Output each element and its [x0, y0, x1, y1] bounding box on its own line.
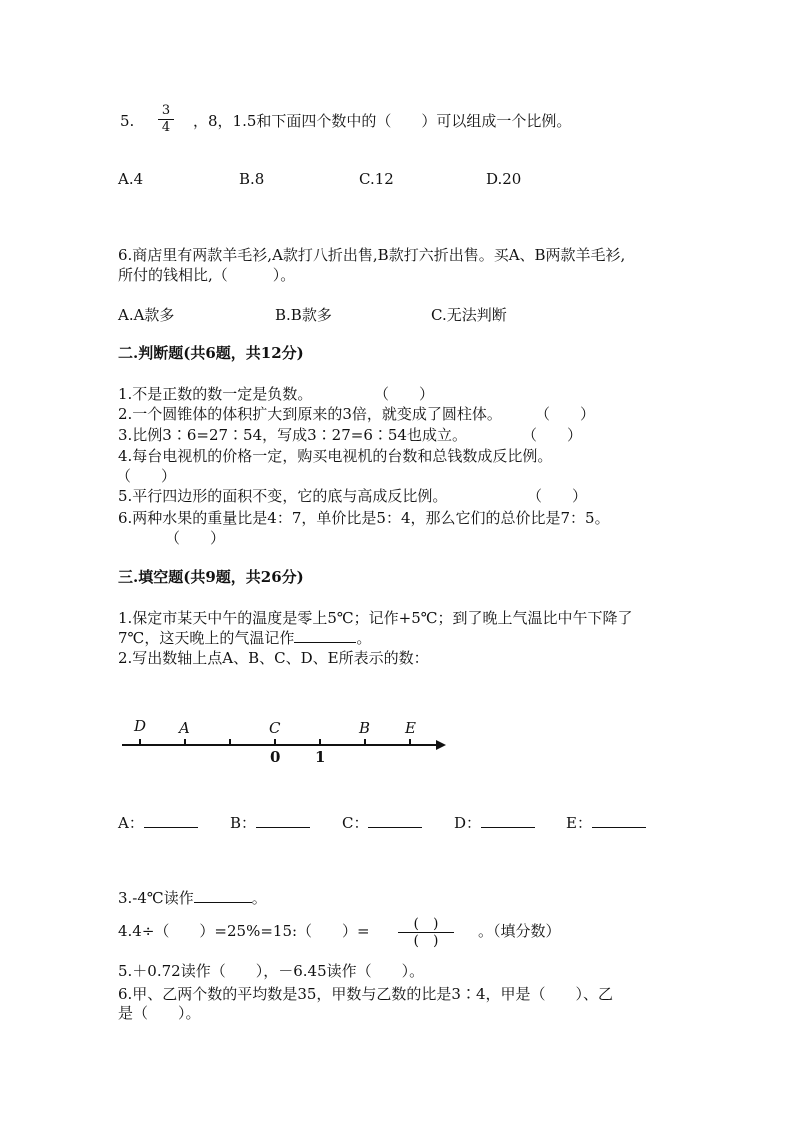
axis-label-a: A	[179, 719, 190, 737]
judge-item-3-paren: （ ）	[522, 426, 583, 444]
section2-title: 二.判断题(共6题，共12分)	[118, 344, 304, 362]
answer-c	[342, 813, 422, 833]
fill-q5-text: 5.＋0.72读作（ ），－6.45读作（ ）。	[118, 962, 425, 980]
q6-option-c: C.无法判断	[431, 306, 507, 324]
axis-label-c: C	[269, 719, 281, 737]
fill-q1-line2-text: 7℃，这天晚上的气温记作	[118, 629, 295, 647]
answer-e	[566, 813, 646, 833]
judge-item-4-text: 4.每台电视机的价格一定，购买电视机的台数和总钱数成反比例。	[118, 447, 553, 465]
q6-option-b: B.B款多	[275, 306, 332, 324]
axis-label-b: B	[359, 719, 371, 737]
fill-q1-line1: 1.保定市某天中午的温度是零上5℃；记作+5℃；到了晚上气温比中午下降了	[118, 609, 633, 627]
judge-item-6-text: 6.两种水果的重量比是4：7，单价比是5：4，那么它们的总价比是7：5。	[118, 509, 610, 527]
q5-text: ，8，1.5和下面四个数中的（ ）可以组成一个比例。	[193, 112, 572, 130]
q5-fraction	[158, 104, 174, 135]
q5-option-d: D.20	[486, 170, 522, 188]
q6-line1: 6.商店里有两款羊毛衫,A款打八折出售,B款打六折出售。买A、B两款羊毛衫,	[118, 246, 626, 264]
fill-q4-fraction	[398, 917, 454, 948]
answer-e-label: E：	[566, 814, 592, 832]
fill-q4-fraction-top: ( )	[413, 916, 439, 932]
q5-number: 5.	[120, 112, 135, 130]
axis-label-zero: 0	[270, 748, 281, 766]
q5-option-c: C.12	[359, 170, 394, 188]
q5-fraction-numerator: 3	[161, 103, 171, 118]
axis-label-e: E	[405, 719, 416, 737]
number-line-arrow	[436, 740, 446, 750]
judge-item-2-text: 2.一个圆锥体的体积扩大到原来的3倍，就变成了圆柱体。	[118, 405, 502, 423]
fill-q4-text: 4.4÷（ ）=25%=15:（ ）=	[118, 922, 370, 940]
fill-q3-end: 。	[251, 889, 267, 907]
fill-q1-line2-end: 。	[356, 629, 372, 647]
judge-item-1-text: 1.不是正数的数一定是负数。	[118, 385, 313, 403]
answer-c-label: C：	[342, 814, 369, 832]
fill-q4-end: 。（填分数）	[478, 922, 561, 940]
fill-q3-blank[interactable]	[194, 902, 252, 903]
axis-label-d: D	[134, 717, 147, 735]
answer-b-label: B：	[230, 814, 257, 832]
judge-item-1-paren: （ ）	[374, 385, 435, 403]
judge-item-6-paren: （ ）	[165, 529, 226, 547]
answer-b-blank[interactable]	[256, 827, 310, 828]
answer-d	[454, 813, 535, 833]
fill-q4-fraction-bottom: ( )	[413, 933, 439, 949]
q5-option-a: A.4	[118, 170, 144, 188]
answer-a-blank[interactable]	[144, 827, 198, 828]
axis-label-one: 1	[315, 748, 326, 766]
fill-q6-line1: 6.甲、乙两个数的平均数是35，甲数与乙数的比是3∶4，甲是（ ）、乙	[118, 985, 613, 1003]
answer-d-label: D：	[454, 814, 482, 832]
answer-a-label: A：	[118, 814, 144, 832]
fill-q3-text: 3.-4℃读作	[118, 889, 194, 907]
fill-q1-line2	[118, 628, 371, 648]
judge-item-5-text: 5.平行四边形的面积不变，它的底与高成反比例。	[118, 487, 448, 505]
fill-q2-text: 2.写出数轴上点A、B、C、D、E所表示的数：	[118, 649, 429, 667]
answer-d-blank[interactable]	[481, 827, 535, 828]
judge-item-2-paren: （ ）	[535, 405, 596, 423]
judge-item-3-text: 3.比例3∶6=27∶54，写成3∶27=6∶54也成立。	[118, 426, 467, 444]
q6-option-a: A.A款多	[118, 306, 175, 324]
q6-line2: 所付的钱相比,（ ）。	[118, 266, 296, 284]
answer-a	[118, 813, 198, 833]
fill-q6-line2: 是（ ）。	[118, 1004, 201, 1022]
q5-fraction-denominator: 4	[161, 120, 171, 135]
judge-item-5-paren: （ ）	[527, 487, 588, 505]
answer-e-blank[interactable]	[592, 827, 646, 828]
fill-q1-blank[interactable]	[294, 642, 356, 643]
judge-item-4-paren: （ ）	[116, 467, 177, 485]
answer-b	[230, 813, 310, 833]
q5-option-b: B.8	[239, 170, 265, 188]
answer-c-blank[interactable]	[368, 827, 422, 828]
fill-q3	[118, 888, 267, 908]
section3-title: 三.填空题(共9题，共26分)	[118, 568, 304, 586]
